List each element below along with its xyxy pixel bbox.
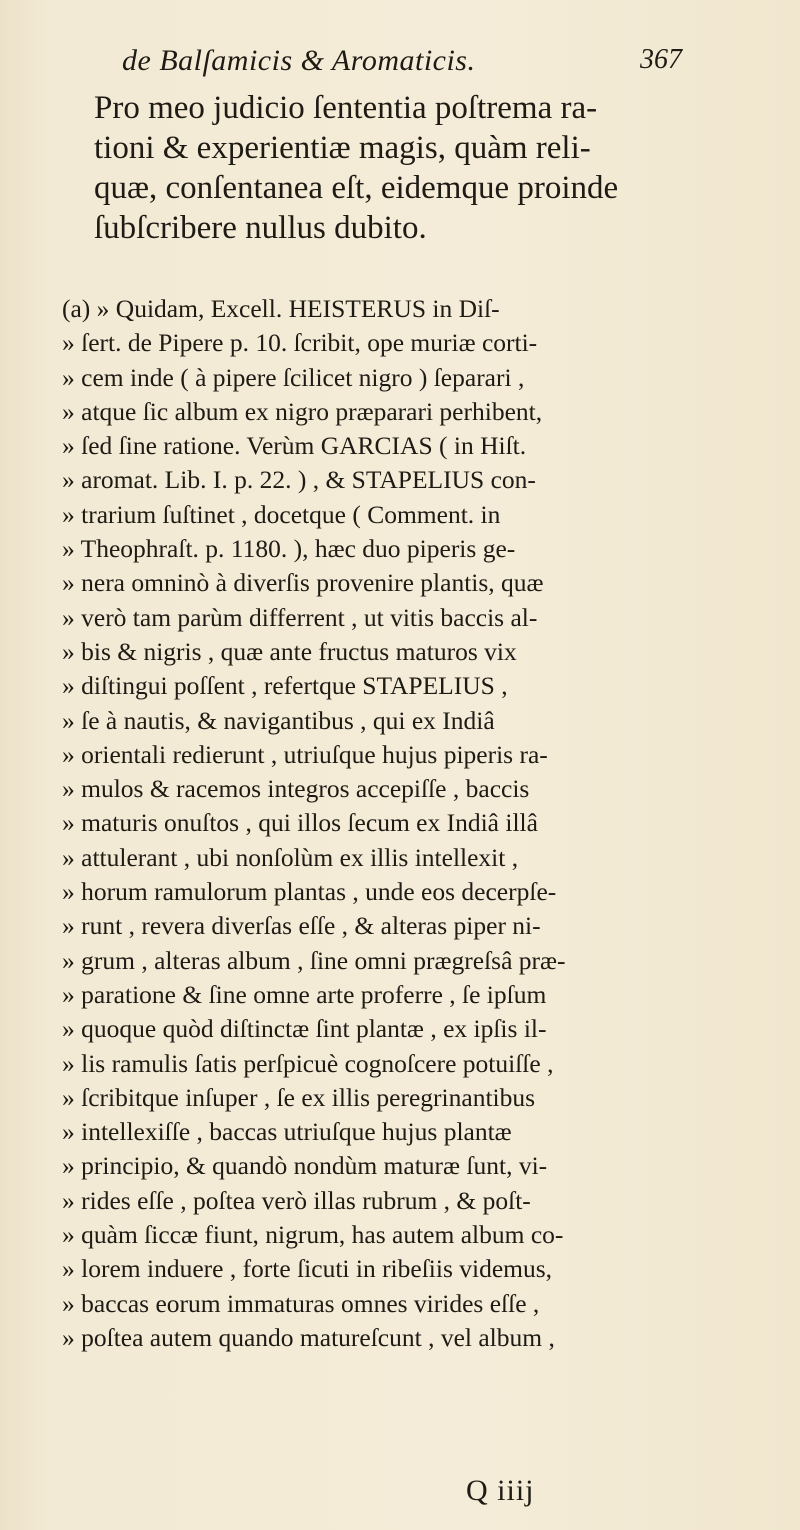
page-number: 367 xyxy=(640,44,682,75)
footnote-line: » rides eſſe , poſtea verò illas rubrum , & poſt- xyxy=(62,1185,531,1215)
footnote-a xyxy=(62,292,722,1355)
footnote-line: » lis ramulis ſatis perſpicuè cognoſcere potuiſſe , xyxy=(62,1048,554,1078)
footnote-line: » ſert. de Pipere p. 10. ſcribit, ope muriæ corti- xyxy=(62,328,538,358)
text-line: Pro meo judicio ſententia poſtrema ra- xyxy=(94,90,598,126)
footnote-line: » intellexiſſe , baccas utriuſque hujus plantæ xyxy=(62,1117,512,1147)
footnote-line: » principio, & quandò nondùm maturæ ſunt, vi- xyxy=(62,1151,548,1181)
footnote-line: (a) » Quidam, Excell. HEISTERUS in Diſ- xyxy=(62,294,500,323)
footnote-line: » trarium ſuſtinet , docetque ( Comment. in xyxy=(62,499,501,529)
footnote-line: » mulos & racemos integros accepiſſe , baccis xyxy=(62,774,530,804)
footnote-line: » baccas eorum immaturas omnes virides eſſe , xyxy=(62,1288,540,1318)
footnote-line: » attulerant , ubi nonſolùm ex illis intellexit , xyxy=(62,842,519,872)
footnote-line: » runt , revera diverſas eſſe , & alteras piper ni- xyxy=(62,911,541,941)
footnote-line: » atque ſic album ex nigro præparari perhibent, xyxy=(62,396,543,426)
footnote-line: » horum ramulorum plantas , unde eos decerpſe- xyxy=(62,877,557,907)
footnote-line: » ſcribitque inſuper , ſe ex illis peregrinantibus xyxy=(62,1082,536,1112)
footnote-line: » quàm ſiccæ fiunt, nigrum, has autem album co- xyxy=(62,1220,564,1250)
signature-mark: Q iiij xyxy=(466,1474,535,1507)
footnote-line: » grum , alteras album , ſine omni prægreſsâ præ- xyxy=(62,945,566,975)
text-line: ſubſcribere nullus dubito. xyxy=(94,210,427,246)
footnote-line: » quoque quòd diſtinctæ ſint plantæ , ex ipſis il- xyxy=(62,1014,547,1044)
footnote-line: » nera omninò à diverſis provenire plantis, quæ xyxy=(62,568,544,598)
page-header xyxy=(122,44,682,84)
main-paragraph xyxy=(94,88,694,248)
footnote-line: » orientali redierunt , utriuſque hujus piperis ra- xyxy=(62,739,548,769)
footnote-line: » verò tam parùm differrent , ut vitis baccis al- xyxy=(62,602,538,632)
footnote-line: » Theophraſt. p. 1180. ), hæc duo piperis ge- xyxy=(62,534,516,564)
footnote-line: » lorem induere , forte ſicuti in ribeſiis videmus, xyxy=(62,1254,553,1284)
footnote-line: » diſtingui poſſent , refertque STAPELIUS , xyxy=(62,671,508,701)
footnote-line: » ſe à nautis, & navigantibus , qui ex Indiâ xyxy=(62,705,495,735)
footnote-line: » paratione & ſine omne arte proferre , ſe ipſum xyxy=(62,979,547,1009)
footnote-line: » cem inde ( à pipere ſcilicet nigro ) ſeparari , xyxy=(62,362,525,392)
text-line: tioni & experientiæ magis, quàm reli- xyxy=(94,130,591,166)
footnote-line: » bis & nigris , quæ ante fructus maturos vix xyxy=(62,636,517,666)
running-head: de Balſamicis & Aromaticis. xyxy=(122,44,476,77)
footnote-line: » ſed ſine ratione. Verùm GARCIAS ( in Hiſt. xyxy=(62,431,527,461)
footnote-line: » poſtea autem quando matureſcunt , vel album , xyxy=(62,1322,555,1352)
text-line: quæ, conſentanea eſt, eidemque proinde xyxy=(94,170,619,206)
footnote-line: » maturis onuſtos , qui illos ſecum ex Indiâ illâ xyxy=(62,808,538,838)
footnote-line: » aromat. Lib. I. p. 22. ) , & STAPELIUS con- xyxy=(62,465,536,495)
